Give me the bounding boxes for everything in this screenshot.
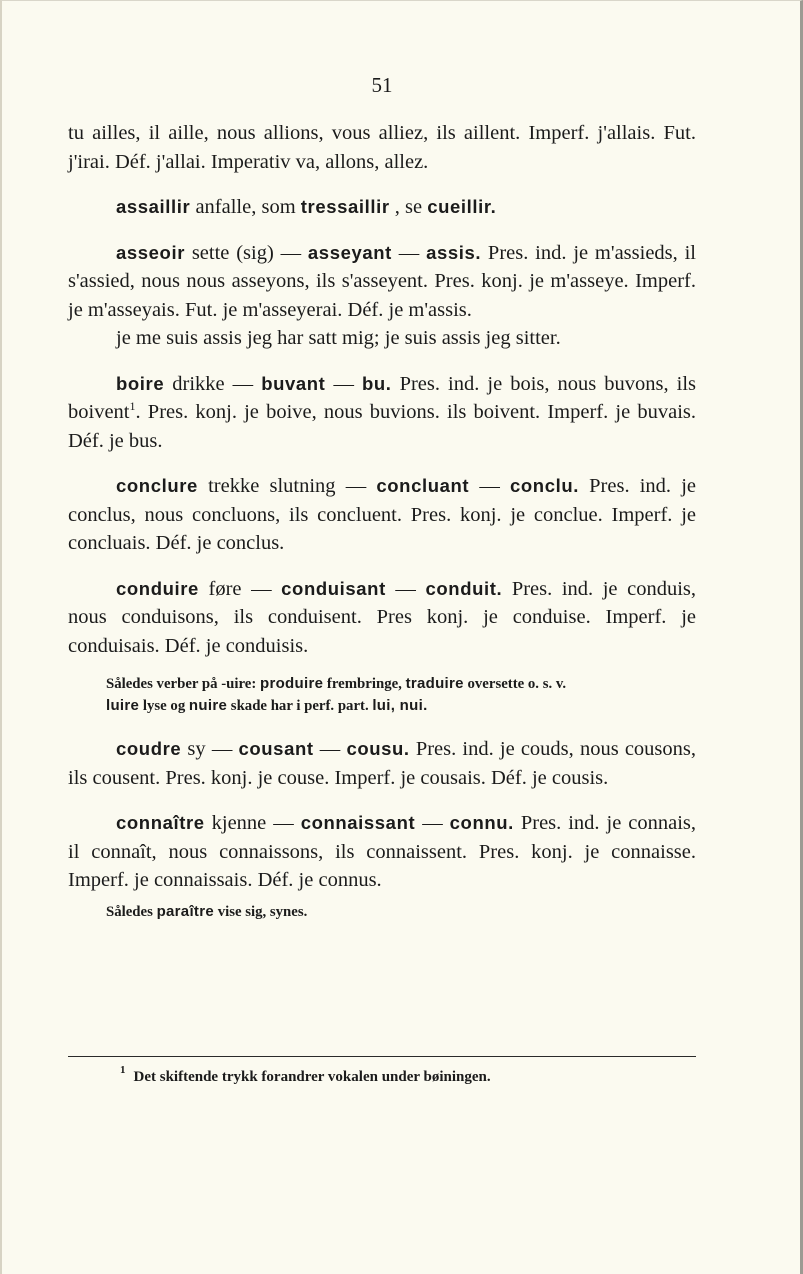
dash: — [385,577,426,600]
headword: conduire [116,577,199,599]
conjugation: Pres. ind. je couds, nous cousons, ils cousent. Pres. konj. je couse. Imperf. je cousais. Déf. je cousis. [68,738,697,789]
entry-assaillir [68,193,696,222]
participle-present: conduisant [281,577,386,599]
participle-present: buvant [261,372,326,394]
gloss: anfalle, som [190,196,301,218]
footnote-marker: 1 [129,399,136,414]
note-text: frembringe, [323,676,406,692]
dash: — [313,738,347,760]
gloss: , se [389,196,428,218]
gloss: trekke slutning — [197,475,377,497]
entry-asseoir [68,239,696,353]
conjugation: Pres. ind. je conduis, nous conduisons, ils conduisent. Pres konj. je conduise. Imperf. je conduisais. Déf. je conduisis. [68,577,696,657]
gloss: kjenne — [204,812,301,834]
note-text: oversette o. s. v. [463,676,567,692]
note-text: skade har i perf. part. [227,698,373,714]
headword: asseoir [116,241,185,263]
participle-past: cousu. [346,738,410,759]
paragraph-aller-continued: tu ailles, il aille, nous allions, vous alliez, ils aillent. Imperf. j'allais. Fut. j'irai. Déf. j'allai. Imperativ va, allons, allez. [68,122,696,173]
note-text: Således [106,903,157,920]
conjugation: Pres. ind. je connais, il connaît, nous connaissons, ils connaissent. Pres. konj. je connaisse. Imperf. je connaissais. Déf. je connus. [68,812,697,891]
headword: luire [106,697,140,714]
gloss: føre — [198,577,282,600]
page-body [68,119,696,923]
footnote-divider [68,1056,696,1057]
headword: produire [259,675,324,692]
gloss: sette (sig) — [185,241,308,264]
footnote-text: Det skiftende trykk forandrer vokalen under bøiningen. [133,1069,491,1085]
participle-past: assis. [426,241,482,263]
gloss: sy — [181,738,239,760]
participle-present: asseyant [307,241,392,263]
dash: — [391,241,427,264]
dash: — [415,812,450,834]
entry-conclure [68,472,696,558]
note-text: Således verber på -uire: [106,676,260,692]
note-paraitre [68,901,696,923]
participle-past: conduit. [425,577,503,599]
headword: conclure [116,475,198,496]
headword: tressaillir [300,196,390,217]
footnote-number: 1 [120,1064,126,1076]
dash: — [325,372,362,395]
participle-past: conclu. [510,475,579,496]
conjugation: . Pres. konj. je boive, nous buvions. ils boivent. Imperf. je buvais. Déf. je bus. [68,401,696,452]
conjugation: Pres. ind. je conclus, nous concluons, ils concluent. Pres. konj. je conclue. Imperf. je concluais. Déf. je conclus. [68,475,697,554]
entry-connaitre [68,809,696,895]
footnote [120,1064,491,1086]
participle-present: concluant [376,475,470,496]
headword: lui, nui. [372,697,428,714]
page-number: 51 [371,73,393,97]
conjugation: Pres. ind. je bois, nous buvons, ils boivent [68,372,697,423]
participle-present: connaissant [300,812,416,833]
headword: paraître [156,902,214,920]
headword: boire [116,372,165,394]
participle-past: bu. [362,372,392,394]
headword: assaillir [116,196,191,217]
headword: traduire [405,675,464,692]
participle-present: cousant [238,738,314,759]
headword: coudre [116,738,182,759]
note-text: lyse og [139,698,189,714]
headword: cueillir. [427,196,497,217]
entry-coudre [68,735,696,792]
headword: nuire [188,697,228,714]
participle-past: connu. [449,812,514,833]
note-text: vise sig, synes. [214,903,308,920]
example-line: je me suis assis jeg har satt mig; je suis assis jeg sitter. [116,327,561,349]
dash: — [469,475,510,497]
headword: connaître [116,812,205,833]
entry-conduire [68,575,696,661]
note-uire-verbs [68,673,696,717]
entry-boire [68,370,696,456]
conjugation: Pres. ind. je m'assieds, il s'assied, nous nous asseyons, ils s'asseyent. Pres. konj. je m'asseye. Imperf. je m'asseyais. Fut. je m'asseyerai. Déf. je m'assis. [68,241,696,321]
gloss: drikke — [164,372,262,395]
